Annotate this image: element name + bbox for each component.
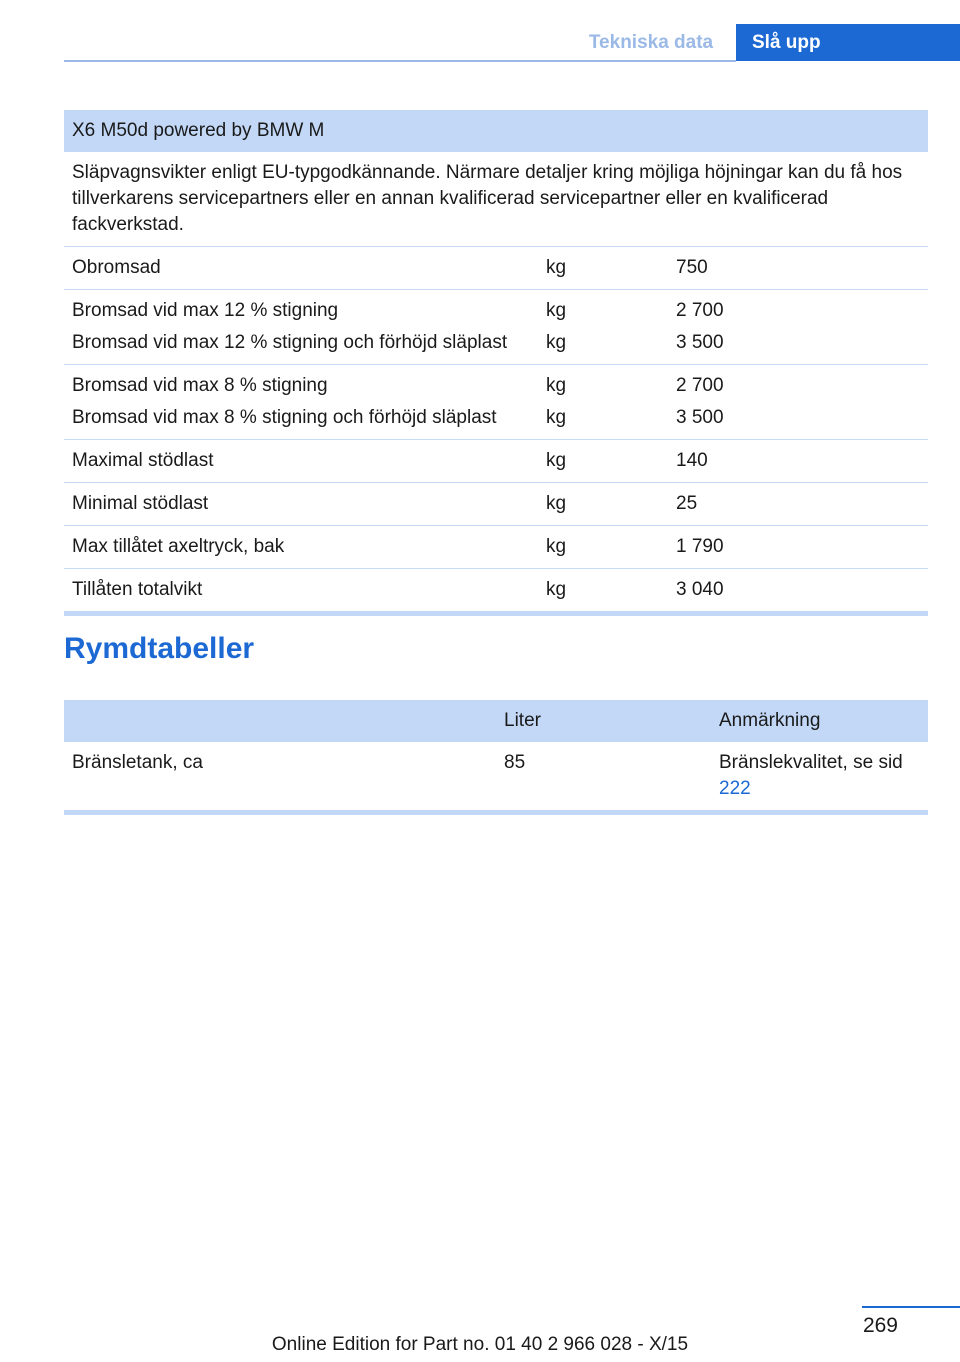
row-label: Maximal stödlast [72, 450, 214, 471]
page-number-rule [862, 1306, 960, 1308]
table-row [64, 365, 928, 440]
edition-footer: Online Edition for Part no. 01 40 2 966 028 - X/15 [271, 1334, 689, 1355]
row-value: 1 790 [676, 536, 724, 557]
header-chapter-tab[interactable]: Slå upp [736, 24, 960, 61]
table-title-row [64, 110, 928, 152]
row-value: 750 [676, 257, 708, 278]
volume-table [64, 700, 928, 815]
table-row [64, 247, 928, 290]
row-value-line: 3 500 [676, 407, 724, 428]
page-number: 269 [862, 1314, 898, 1337]
row-value: 3 040 [676, 579, 724, 600]
table-title: X6 M50d powered by BMW M [72, 120, 325, 141]
row-value: 85 [504, 752, 526, 773]
row-unit: kg [546, 257, 567, 278]
row-value [668, 365, 928, 439]
row-label [64, 290, 538, 364]
table-row [64, 742, 928, 815]
table-row [64, 569, 928, 616]
table-note: Släpvagnsvikter enligt EU-typgodkännande. Närmare detaljer kring möjliga höjningar kan du få hos tillverkarens servicepartners eller en annan kvalificerad servicepartner eller en kvalificerad fackverkstad. [72, 162, 903, 235]
remark-text: Bränslekvalitet, se sid [719, 752, 903, 773]
header-cell-liter: Liter [504, 710, 541, 731]
row-label-line: Bromsad vid max 12 % stigning [72, 300, 339, 321]
table-note-row [64, 152, 928, 247]
row-unit [538, 290, 668, 364]
table-row [64, 526, 928, 569]
table-header-row [64, 700, 928, 742]
trailer-weight-table [64, 110, 928, 616]
row-label: Bränsletank, ca [72, 752, 203, 773]
row-value: 140 [676, 450, 708, 471]
row-label [64, 365, 538, 439]
table-row [64, 483, 928, 526]
row-value [668, 290, 928, 364]
row-value-line: 3 500 [676, 332, 724, 353]
header-cell-item [64, 700, 496, 742]
row-label-line: Bromsad vid max 8 % stigning och förhöjd släplast [72, 407, 497, 428]
row-unit: kg [546, 536, 567, 557]
table-row [64, 290, 928, 365]
row-value-line: 2 700 [676, 300, 724, 321]
section-title: Rymdtabeller [64, 632, 255, 665]
row-label-line: Bromsad vid max 8 % stigning [72, 375, 328, 396]
row-unit: kg [546, 493, 567, 514]
row-label: Obromsad [72, 257, 161, 278]
header-rule [64, 60, 736, 62]
row-unit-line: kg [546, 375, 567, 396]
row-label: Minimal stödlast [72, 493, 209, 514]
table-row [64, 440, 928, 483]
header-section-tab[interactable]: Tekniska data [588, 31, 714, 53]
row-label: Max tillåtet axeltryck, bak [72, 536, 285, 557]
row-unit-line: kg [546, 300, 567, 321]
row-unit-line: kg [546, 332, 567, 353]
row-label-line: Bromsad vid max 12 % stigning och förhöjd släplast [72, 332, 508, 353]
row-unit-line: kg [546, 407, 567, 428]
row-label: Tillåten totalvikt [72, 579, 203, 600]
row-value: 25 [676, 493, 698, 514]
row-remark [711, 742, 928, 810]
header-cell-remark: Anmärkning [719, 710, 821, 731]
page-reference-link[interactable]: 222 [719, 778, 751, 799]
row-value-line: 2 700 [676, 375, 724, 396]
row-unit: kg [546, 579, 567, 600]
row-unit: kg [546, 450, 567, 471]
row-unit [538, 365, 668, 439]
